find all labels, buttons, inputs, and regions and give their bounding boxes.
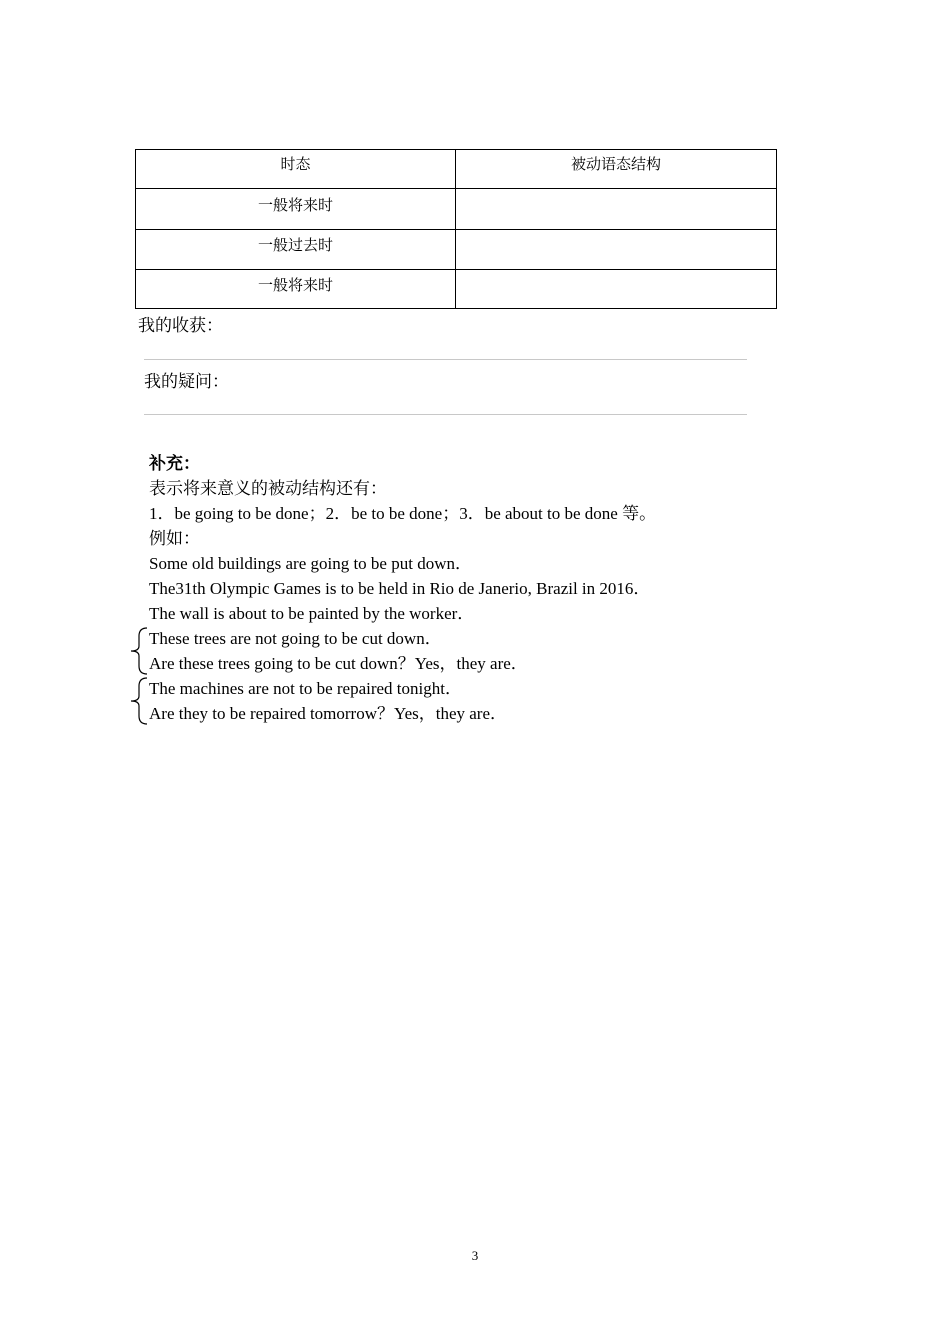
example-label: 例如： <box>149 529 200 548</box>
header-tense: 时态 <box>136 150 456 189</box>
example-sentence: Are these trees going to be cut down？Yes，they are． <box>149 654 528 673</box>
page-number: 3 <box>471 1248 479 1263</box>
supplement-intro: 表示将来意义的被动结构还有： <box>149 479 387 498</box>
table-row <box>136 230 777 270</box>
gains-answer-line <box>144 359 747 360</box>
tense-cell: 一般将来时 <box>136 189 456 230</box>
structure-cell <box>456 270 777 309</box>
structure-cell <box>456 189 777 230</box>
supplement-section <box>149 451 656 726</box>
example-sentence: These trees are not going to be cut down． <box>149 629 442 648</box>
supplement-forms: 1．be going to be done；2．be to be done；3．be about to be done 等。 <box>149 504 657 523</box>
tense-cell: 一般将来时 <box>136 270 456 309</box>
example-sentence: The wall is about to be painted by the worker． <box>149 604 475 623</box>
example-sentence: Some old buildings are going to be put down． <box>149 554 472 573</box>
table-header-row <box>136 150 777 189</box>
gains-label: 我的收获： <box>138 316 223 335</box>
left-brace-icon <box>127 676 149 726</box>
questions-label: 我的疑问： <box>144 372 229 391</box>
header-passive-structure: 被动语态结构 <box>456 150 777 189</box>
example-sentence: Are they to be repaired tomorrow？Yes，they are． <box>149 704 508 723</box>
left-brace-icon <box>127 626 149 676</box>
example-sentence: The31th Olympic Games is to be held in Rio de Janerio, Brazil in 2016． <box>149 579 651 598</box>
supplement-title: 补充： <box>149 454 200 473</box>
example-sentence: The machines are not to be repaired tonight． <box>149 679 462 698</box>
structure-cell <box>456 230 777 270</box>
table-row <box>136 189 777 230</box>
questions-answer-line <box>144 414 747 415</box>
tense-table <box>135 149 777 309</box>
tense-cell: 一般过去时 <box>136 230 456 270</box>
table-row <box>136 270 777 309</box>
